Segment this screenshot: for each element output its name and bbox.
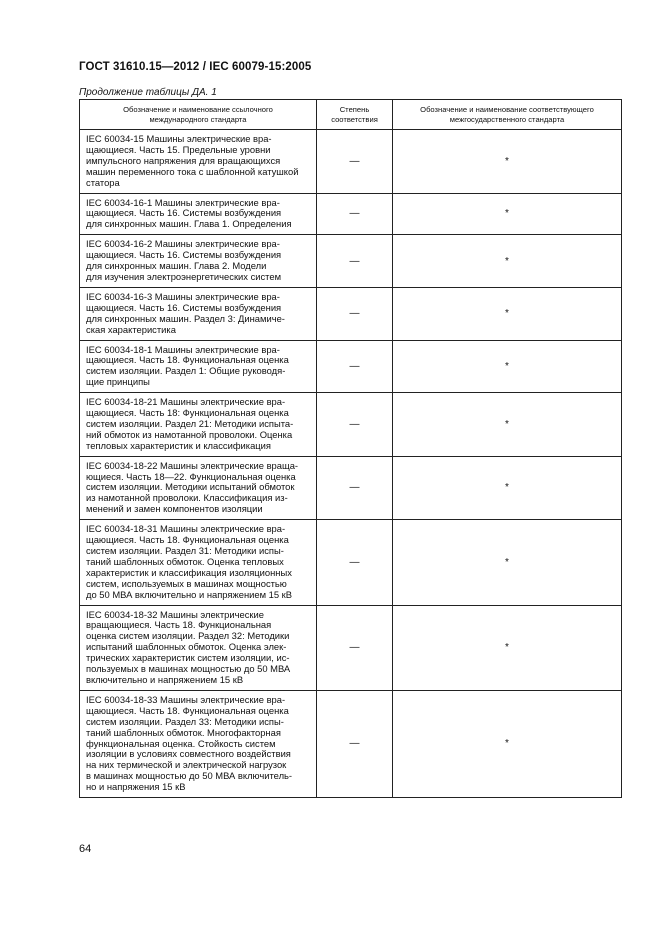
column-header-interstate-standard [393,100,622,130]
table-row [80,690,622,797]
standard-name-line: IEC 60034-18-31 Машины электрические вра- [86,523,286,535]
table-body [80,130,622,798]
interstate-standard-cell: * [393,690,622,797]
degree-cell: — [317,193,393,235]
degree-cell: — [317,340,393,393]
standard-name-line: на них термической и электрической нагрузок [86,759,287,771]
standard-name-line: характеристик и классификация изоляционных [86,566,292,578]
international-standard-cell [80,235,317,288]
standard-name-line: IEC 60034-15 Машины электрические вра- [86,133,272,144]
table-row [80,235,622,288]
standard-name-line: IEC 60034-18-33 Машины электрические вра- [86,693,286,705]
standard-name-line: но и напряжения 15 кВ [86,781,186,793]
standard-name-line: IEC 60034-18-22 Машины электрические враща- [86,459,299,471]
international-standard-cell [80,393,317,457]
standard-name-line: оценка систем изоляции. Раздел 32: Методики [86,630,290,642]
standard-name-line: IEC 60034-16-1 Машины электрические вра- [86,196,280,208]
standard-name-line: для изучения электроэнергетических систем [86,270,282,282]
degree-cell: — [317,393,393,457]
standard-name-line: систем изоляции. Раздел 33: Методики испы- [86,715,284,727]
interstate-standard-cell: * [393,393,622,457]
standard-name-line: в машинах мощностью до 50 МВА включитель- [86,770,293,782]
column-header-line: Обозначение и наименование соответствующего [420,104,594,114]
table-row [80,456,622,520]
reference-table [79,99,622,798]
table-row [80,193,622,235]
table-row [80,393,622,457]
standard-name-line: систем изоляции. Раздел 1: Общие руководя- [86,365,286,377]
interstate-standard-cell: * [393,287,622,340]
standard-name-line: систем изоляции. Раздел 31: Методики испы- [86,545,284,556]
table-row [80,605,622,690]
standard-name-line: щающиеся. Часть 18. Функциональная оценка [86,534,289,546]
standard-name-line: импульсного напряжения для вращающихся [86,154,281,166]
standard-name-line: для синхронных машин. Глава 1. Определения [86,218,292,230]
standard-name-line: функциональная оценка. Стойкость систем [86,737,276,749]
standard-name-line: включительно и напряжением 15 кВ [86,673,244,685]
international-standard-cell [80,340,317,393]
standard-name-line: для синхронных машин. Глава 2. Модели [86,260,267,272]
degree-cell: — [317,287,393,340]
standard-name-line: щающиеся. Часть 15. Предельные уровни [86,143,271,155]
standard-name-line: щающиеся. Часть 16. Системы возбуждения [86,207,282,219]
column-header-line: Степень [339,104,370,114]
standard-name-line: изоляции в условиях совместного воздействия [86,748,291,760]
degree-cell: — [317,235,393,288]
standard-name-line: ний обмоток из намотанной проволоки. Оценка [86,428,293,440]
column-header-line: межгосударственного стандарта [449,114,565,124]
degree-cell: — [317,605,393,690]
international-standard-cell [80,130,317,194]
standard-name-line: менений и замен компонентов изоляции [86,503,263,515]
degree-cell: — [317,456,393,520]
standard-name-line: щающиеся. Часть 18. Функциональная оценка [86,704,289,716]
standard-name-line: ская характеристика [86,323,176,335]
standard-name-line: IEC 60034-18-32 Машины электрические [86,608,264,620]
standard-name-line: до 50 МВА включительно и напряжением 15 кВ [86,588,293,600]
standard-name-line: IEC 60034-16-2 Машины электрические вра- [86,238,280,250]
standard-name-line: таний шаблонных обмоток. Оценка тепловых [86,555,284,567]
standard-name-line: систем изоляции. Раздел 21: Методики испыта- [86,417,294,429]
degree-cell: — [317,520,393,605]
standard-name-line: из намотанной проволоки. Классификация из- [86,492,288,504]
interstate-standard-cell: * [393,605,622,690]
interstate-standard-cell: * [393,130,622,194]
interstate-standard-cell: * [393,193,622,235]
table-row [80,287,622,340]
international-standard-cell [80,690,317,797]
standard-name-line: щающиеся. Часть 16. Системы возбуждения [86,249,282,261]
standard-name-line: щающиеся. Часть 18: Функциональная оценка [86,407,289,419]
column-header-degree [317,100,393,130]
international-standard-cell [80,456,317,520]
standard-name-line: для синхронных машин. Раздел 3: Динамиче- [86,312,285,324]
page-number: 64 [79,843,92,855]
table-row [80,340,622,393]
international-standard-cell [80,193,317,235]
table-row [80,130,622,194]
interstate-standard-cell: * [393,456,622,520]
standard-name-line: систем, используемых в машинах мощностью [86,577,287,589]
column-header-line: Обозначение и наименование ссылочного [123,104,273,114]
standard-name-line: IEC 60034-18-1 Машины электрические вра- [86,343,280,355]
standard-name-line: IEC 60034-18-21 Машины электрические вра- [86,396,286,408]
document-header: ГОСТ 31610.15—2012 / IEC 60079-15:2005 [79,61,312,73]
degree-cell: — [317,130,393,194]
interstate-standard-cell: * [393,235,622,288]
standard-name-line: таний шаблонных обмоток. Многофакторная [86,726,281,738]
standard-name-line: статора [86,176,120,188]
standard-name-line: испытаний шаблонных обмоток. Оценка элек- [86,641,287,653]
standard-name-line: щающиеся. Часть 18. Функциональная оценка [86,354,289,366]
standard-name-line: систем изоляции. Методики испытаний обмоток [86,481,295,493]
standard-name-line: трических характеристик систем изоляции, ис- [86,652,290,664]
table-caption: Продолжение таблицы ДА. 1 [79,87,217,98]
degree-cell: — [317,690,393,797]
table-header-row [80,100,622,130]
standard-name-line: вращающиеся. Часть 18. Функциональная [86,619,272,631]
standard-name-line: ющиеся. Часть 18—22. Функциональная оценка [86,470,296,482]
standard-name-line: пользуемых в машинах мощностью до 50 МВА [86,663,291,675]
standard-name-line: щающиеся. Часть 16. Системы возбуждения [86,301,282,313]
standard-name-line: щие принципы [86,376,150,388]
interstate-standard-cell: * [393,340,622,393]
international-standard-cell [80,287,317,340]
interstate-standard-cell: * [393,520,622,605]
column-header-line: международного стандарта [149,114,247,124]
standard-name-line: IEC 60034-16-3 Машины электрические вра- [86,290,280,302]
column-header-international-standard [80,100,317,130]
table-row [80,520,622,605]
international-standard-cell [80,605,317,690]
international-standard-cell [80,520,317,605]
column-header-line: соответствия [331,114,378,124]
standard-name-line: машин переменного тока с шаблонной катушкой [86,165,299,177]
standard-name-line: тепловых характеристик и классификация [86,439,271,451]
